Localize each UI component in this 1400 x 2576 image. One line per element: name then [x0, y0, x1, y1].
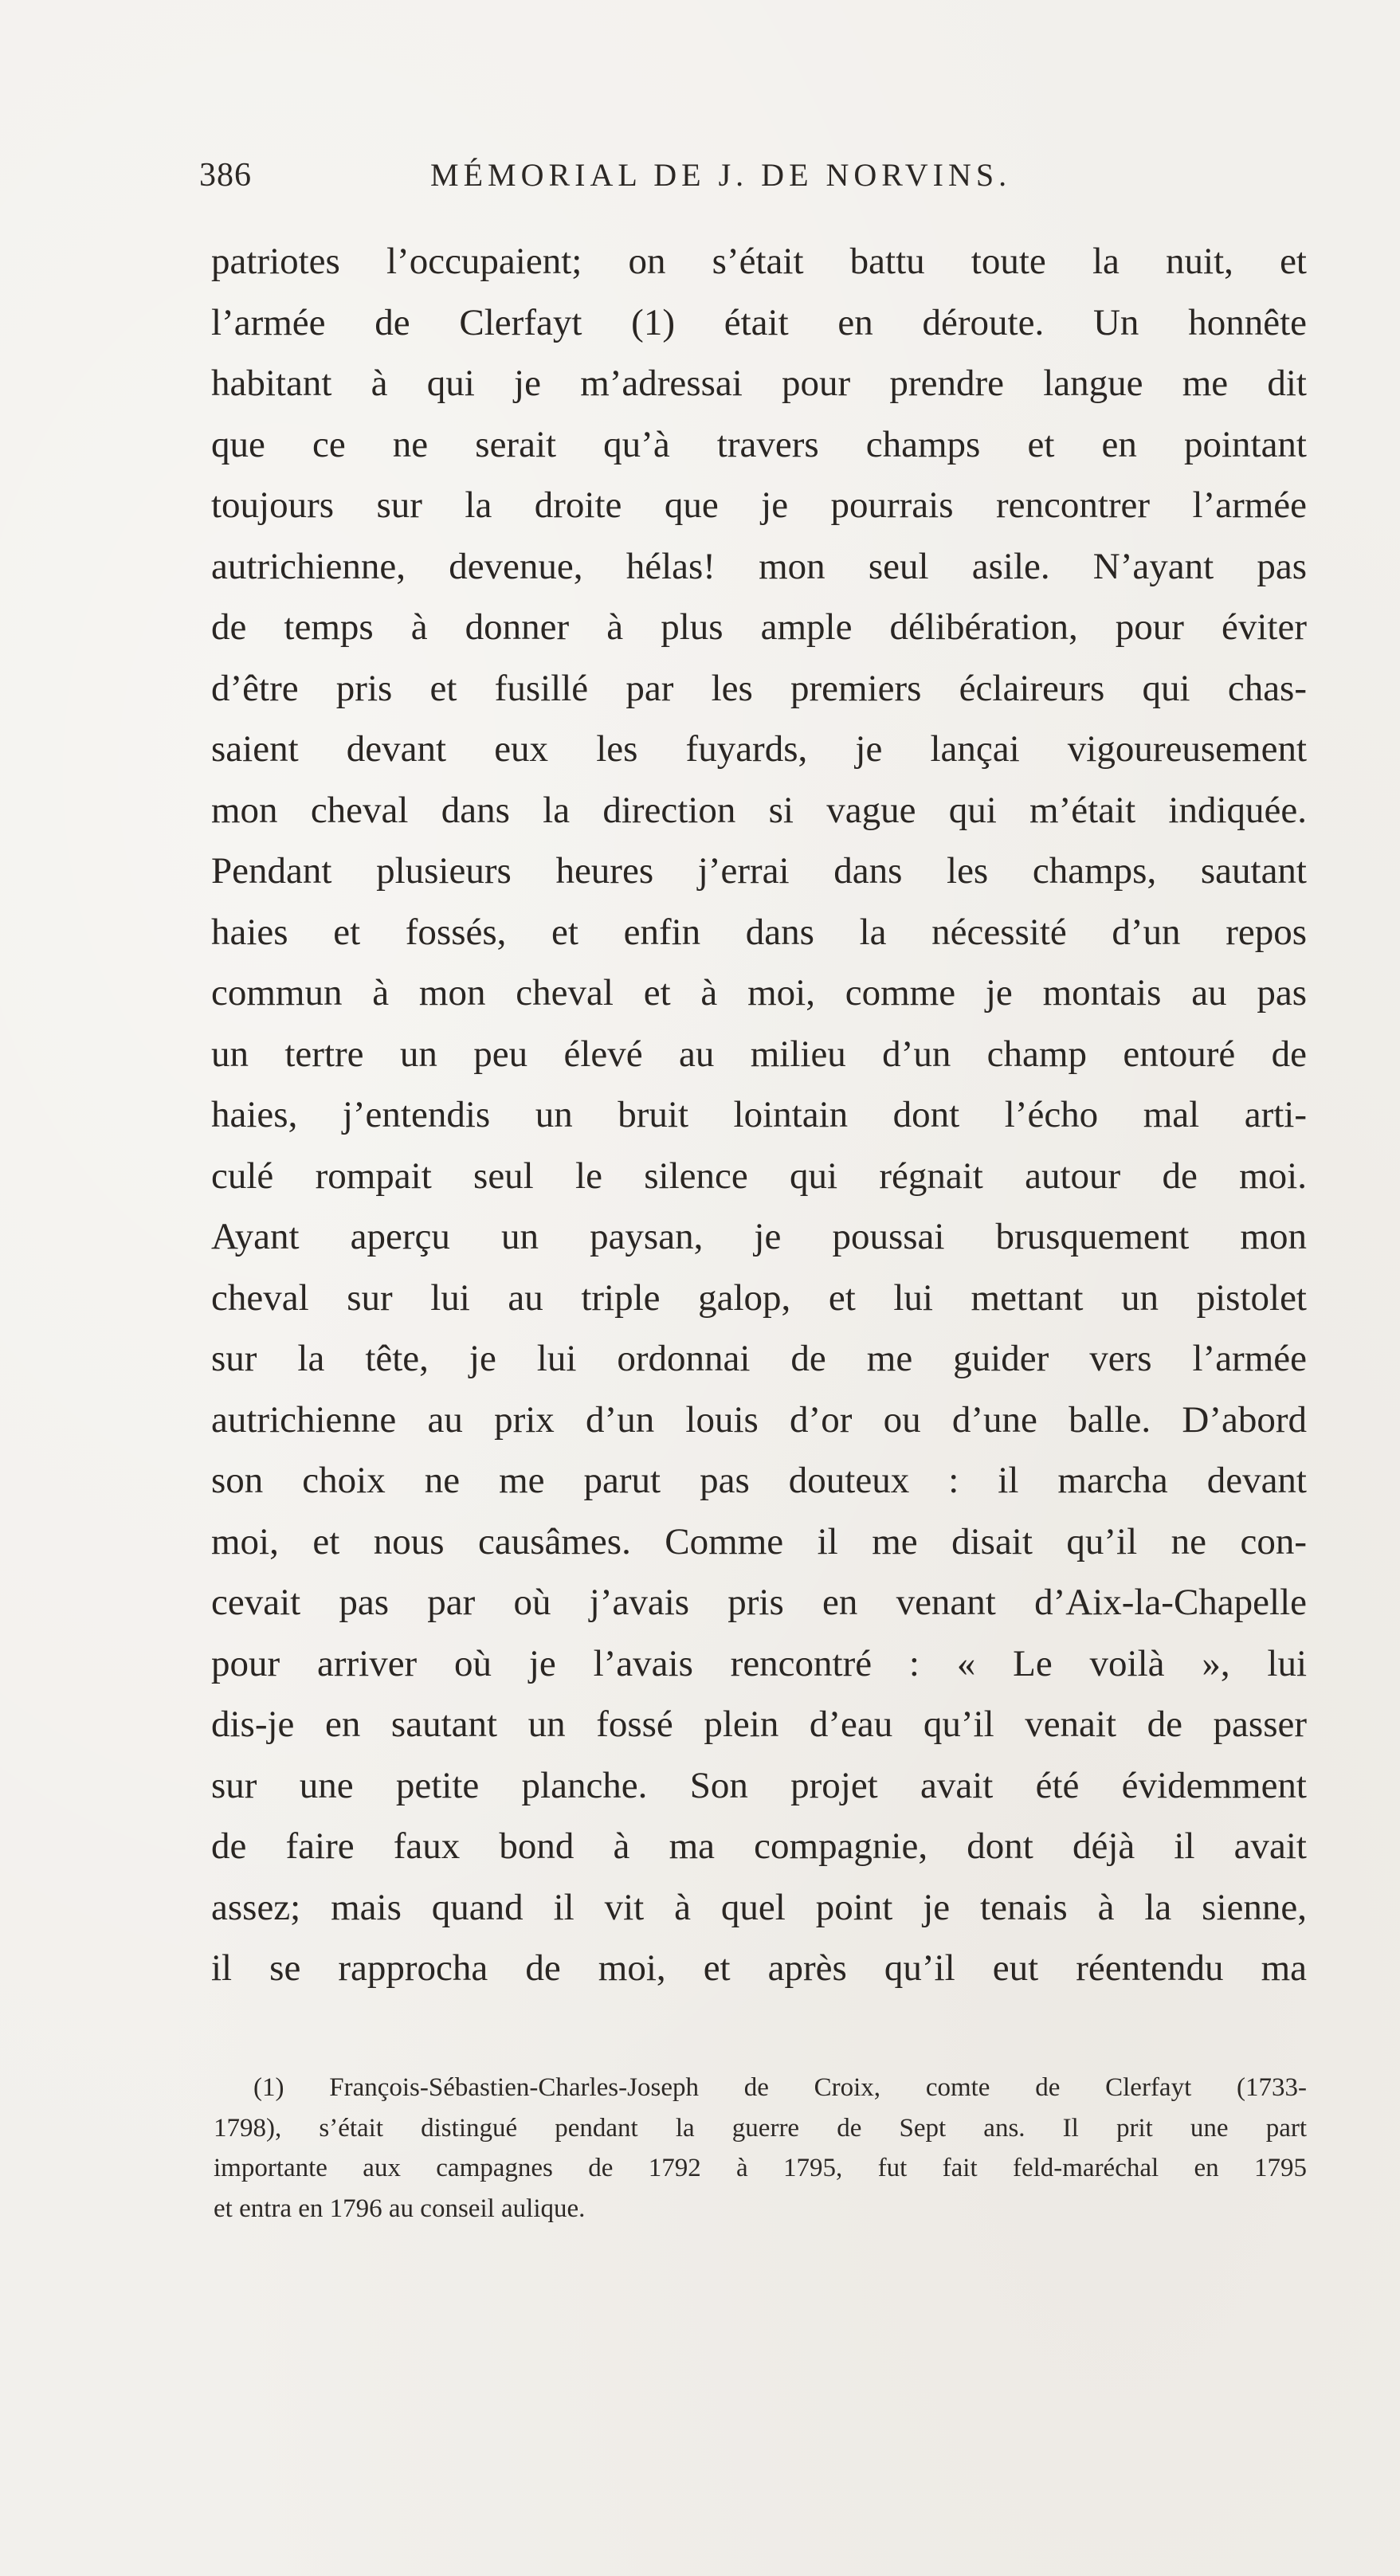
- text-line: il se rapprocha de moi, et après qu’il eut réentendu ma: [211, 1947, 1307, 1989]
- text-line: sur la tête, je lui ordonnai de me guider vers l’armée: [211, 1338, 1307, 1379]
- text-line: toujours sur la droite que je pourrais rencontrer l’armée: [211, 484, 1307, 526]
- page-number: 386: [199, 157, 252, 194]
- text-line: commun à mon cheval et à moi, comme je montais au pas: [211, 972, 1307, 1014]
- text-line: cheval sur lui au triple galop, et lui mettant un pistolet: [211, 1276, 1307, 1319]
- running-head: [199, 156, 1307, 204]
- text-line: que ce ne serait qu’à travers champs et en pointant: [211, 423, 1307, 465]
- text-line: d’être pris et fusillé par les premiers éclaireurs qui chas-: [211, 667, 1307, 709]
- text-line: son choix ne me parut pas douteux : il marcha devant: [211, 1460, 1307, 1501]
- body-text: [211, 231, 1307, 1999]
- text-line: l’armée de Clerfayt (1) était en déroute. Un honnête: [211, 301, 1307, 343]
- text-line: Pendant plusieurs heures j’errai dans les champs, sautant: [211, 850, 1307, 892]
- text-line: de faire faux bond à ma compagnie, dont déjà il avait: [211, 1825, 1307, 1867]
- footnote-line: et entra en 1796 au conseil aulique.: [214, 2194, 586, 2223]
- footnote-line: importante aux campagnes de 1792 à 1795, fut fait feld-maréchal en 1795: [214, 2154, 1307, 2182]
- text-line: Ayant aperçu un paysan, je poussai brusquement mon: [211, 1216, 1307, 1257]
- footnote-line: 1798), s’était distingué pendant la guerre de Sept ans. Il prit une part: [214, 2113, 1307, 2143]
- footnote-line: (1) François-Sébastien-Charles-Joseph de Croix, comte de Clerfayt (1733-: [253, 2073, 1307, 2102]
- text-line: mon cheval dans la direction si vague qui m’était indiquée.: [211, 789, 1307, 831]
- text-line: autrichienne au prix d’un louis d’or ou d’une balle. D’abord: [211, 1398, 1307, 1441]
- text-line: cevait pas par où j’avais pris en venant d’Aix-la-Chapelle: [211, 1582, 1307, 1623]
- text-line: de temps à donner à plus ample délibération, pour éviter: [211, 606, 1307, 648]
- text-line: patriotes l’occupaient; on s’était battu toute la nuit, et: [211, 241, 1307, 282]
- text-line: un tertre un peu élevé au milieu d’un champ entouré de: [211, 1033, 1307, 1075]
- footnote: [214, 2068, 1307, 2229]
- text-line: pour arriver où je l’avais rencontré : « Le voilà », lui: [211, 1642, 1307, 1684]
- text-line: moi, et nous causâmes. Comme il me disait qu’il ne con-: [211, 1520, 1307, 1562]
- text-line: saient devant eux les fuyards, je lançai vigoureusement: [211, 728, 1307, 770]
- text-line: sur une petite planche. Son projet avait été évidemment: [211, 1764, 1307, 1806]
- running-title: MÉMORIAL DE J. DE NORVINS.: [430, 157, 1012, 193]
- text-line: autrichienne, devenue, hélas! mon seul asile. N’ayant pas: [211, 545, 1307, 587]
- text-line: haies et fossés, et enfin dans la nécessité d’un repos: [211, 911, 1307, 953]
- text-line: assez; mais quand il vit à quel point je tenais à la sienne,: [211, 1886, 1307, 1928]
- text-line: habitant à qui je m’adressai pour prendre langue me dit: [211, 363, 1307, 404]
- text-line: culé rompait seul le silence qui régnait autour de moi.: [211, 1155, 1307, 1197]
- text-line: dis-je en sautant un fossé plein d’eau qu’il venait de passer: [211, 1704, 1307, 1745]
- text-line: haies, j’entendis un bruit lointain dont l’écho mal arti-: [211, 1094, 1307, 1135]
